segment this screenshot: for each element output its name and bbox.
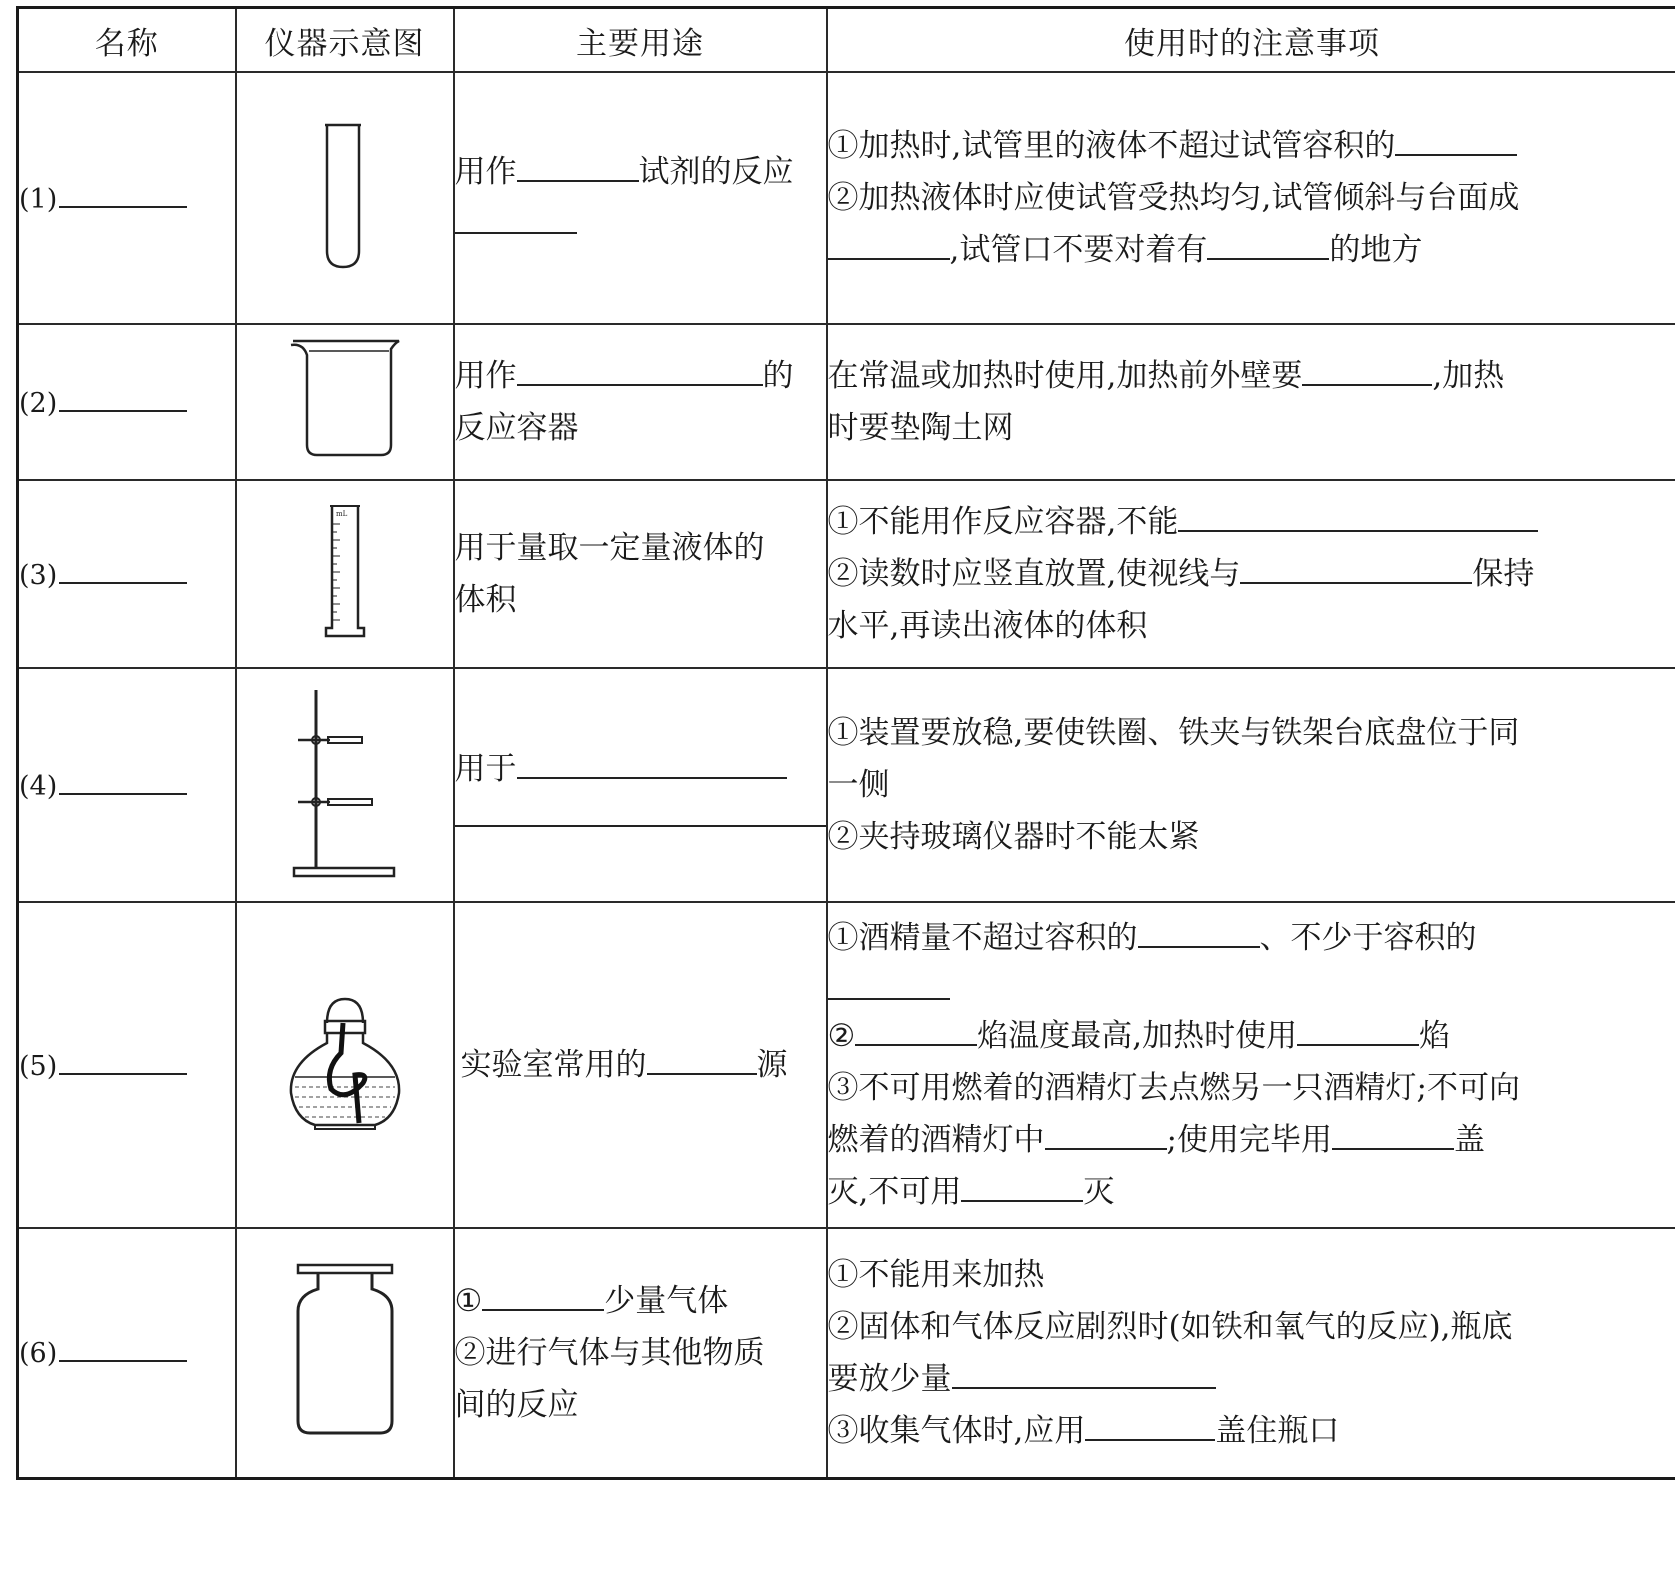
answer-blank[interactable] <box>1085 1409 1215 1441</box>
row-number: (1) <box>19 183 58 215</box>
notes-cell <box>827 668 1675 902</box>
row-number: (3) <box>19 559 58 591</box>
note-text: ② <box>827 1018 856 1054</box>
note-text: 焰温度最高,加热时使用 <box>977 1018 1298 1054</box>
answer-blank[interactable] <box>961 1170 1083 1202</box>
table-row <box>18 72 1675 324</box>
note-text: ①装置要放稳,要使铁圈、铁夹与铁架台底盘位于同 <box>827 715 1520 751</box>
answer-blank[interactable] <box>1178 500 1538 532</box>
notes-cell <box>827 902 1675 1228</box>
answer-blank[interactable] <box>482 1279 604 1311</box>
use-text: 实验室常用的 <box>460 1047 647 1083</box>
cylinder-unit-label: mL <box>335 510 347 518</box>
use-text: 少量气体 <box>604 1282 729 1319</box>
use-cell <box>454 324 827 480</box>
answer-blank[interactable] <box>828 228 950 260</box>
note-text: ②固体和气体反应剧烈时(如铁和氧气的反应),瓶底 <box>827 1308 1513 1345</box>
note-text: 一侧 <box>827 767 890 803</box>
answer-blank[interactable] <box>517 747 787 779</box>
answer-blank[interactable] <box>855 1014 977 1046</box>
answer-blank[interactable] <box>647 1043 757 1075</box>
name-cell <box>18 72 236 324</box>
notes-cell <box>827 72 1675 324</box>
figure-cell <box>236 324 454 480</box>
use-text: 用作 <box>454 358 517 394</box>
header-row <box>18 8 1675 73</box>
note-text: ②读数时应竖直放置,使视线与 <box>827 556 1241 592</box>
note-text: ③不可用燃着的酒精灯去点燃另一只酒精灯;不可向 <box>827 1070 1520 1106</box>
use-cell <box>454 902 827 1228</box>
apparatus-table <box>16 6 1675 1480</box>
name-blank[interactable] <box>59 182 187 208</box>
name-cell <box>18 902 236 1228</box>
notes-cell <box>827 1228 1675 1478</box>
note-text: 时要垫陶土网 <box>827 410 1014 446</box>
note-text: ①加热时,试管里的液体不超过试管容积的 <box>827 128 1396 164</box>
use-cell <box>454 668 827 902</box>
note-text: ②加热液体时应使试管受热均匀,试管倾斜与台面成 <box>827 180 1520 216</box>
note-text: ①不能用来加热 <box>827 1256 1045 1293</box>
use-text: 用于 <box>454 751 517 787</box>
name-blank[interactable] <box>59 386 187 412</box>
answer-blank[interactable] <box>1332 1118 1454 1150</box>
table-row <box>18 480 1675 668</box>
note-text: 燃着的酒精灯中 <box>827 1122 1045 1158</box>
note-text: 的地方 <box>1329 232 1423 268</box>
note-text: 盖住瓶口 <box>1215 1412 1340 1449</box>
figure-cell <box>236 902 454 1228</box>
row-number: (5) <box>19 1050 58 1082</box>
row-number: (2) <box>19 387 58 419</box>
use-text: 用于量取一定量液体的 <box>454 530 765 566</box>
answer-blank[interactable] <box>1302 354 1432 386</box>
table-row <box>18 324 1675 480</box>
figure-cell <box>236 1228 454 1478</box>
gas-collecting-bottle-icon <box>290 1261 400 1441</box>
use-cell <box>454 72 827 324</box>
answer-blank[interactable] <box>517 150 639 182</box>
use-text: 用作 <box>454 154 517 190</box>
answer-blank[interactable] <box>828 968 950 1000</box>
alcohol-lamp-icon <box>285 993 405 1133</box>
notes-cell <box>827 324 1675 480</box>
note-text: ①不能用作反应容器,不能 <box>827 504 1179 540</box>
answer-blank[interactable] <box>1395 124 1517 156</box>
name-cell <box>18 668 236 902</box>
header-diagram: 仪器示意图 <box>236 8 454 73</box>
graduated-cylinder-icon <box>320 502 370 642</box>
answer-blank[interactable] <box>517 354 763 386</box>
figure-cell <box>236 72 454 324</box>
use-text: 试剂的反应 <box>638 154 794 190</box>
use-text: ②进行气体与其他物质 <box>454 1334 765 1371</box>
answer-blank[interactable] <box>455 202 577 234</box>
name-blank[interactable] <box>59 1049 187 1075</box>
name-cell <box>18 324 236 480</box>
use-text: 源 <box>756 1047 788 1083</box>
row-number: (6) <box>19 1338 58 1370</box>
note-text: 灭 <box>1083 1174 1115 1210</box>
answer-blank[interactable] <box>455 795 826 827</box>
note-text: 保持 <box>1472 556 1535 592</box>
use-text: 的 <box>762 358 794 394</box>
table-row <box>18 668 1675 902</box>
note-text: 焰 <box>1419 1018 1451 1054</box>
use-text: 体积 <box>454 582 517 618</box>
answer-blank[interactable] <box>1207 228 1329 260</box>
answer-blank[interactable] <box>952 1357 1216 1389</box>
use-cell <box>454 1228 827 1478</box>
table-row <box>18 902 1675 1228</box>
note-text: 盖 <box>1453 1122 1485 1158</box>
name-cell <box>18 480 236 668</box>
header-use: 主要用途 <box>454 8 827 73</box>
table-row <box>18 1228 1675 1478</box>
note-text: ②夹持玻璃仪器时不能太紧 <box>827 819 1200 855</box>
beaker-icon <box>285 337 405 463</box>
name-blank[interactable] <box>59 769 187 795</box>
note-text: 在常温或加热时使用,加热前外壁要 <box>827 358 1303 394</box>
row-number: (4) <box>19 770 58 802</box>
header-name: 名称 <box>18 8 236 73</box>
notes-cell <box>827 480 1675 668</box>
use-cell <box>454 480 827 668</box>
answer-blank[interactable] <box>1138 916 1260 948</box>
note-text: 、不少于容积的 <box>1259 920 1477 956</box>
name-blank[interactable] <box>59 558 187 584</box>
name-cell <box>18 1228 236 1478</box>
note-text: ,加热 <box>1432 358 1505 394</box>
use-text: 反应容器 <box>454 410 579 446</box>
answer-blank[interactable] <box>1045 1118 1167 1150</box>
note-text: ;使用完毕用 <box>1166 1122 1332 1158</box>
note-text: 水平,再读出液体的体积 <box>827 608 1148 644</box>
note-text: 灭,不可用 <box>827 1174 962 1210</box>
answer-blank[interactable] <box>1240 552 1472 584</box>
iron-stand-icon <box>290 686 400 880</box>
use-text: ① <box>454 1282 483 1319</box>
figure-cell <box>236 668 454 902</box>
header-notes: 使用时的注意事项 <box>827 8 1675 73</box>
test-tube-icon <box>315 121 375 271</box>
figure-cell <box>236 480 454 668</box>
name-blank[interactable] <box>59 1336 187 1362</box>
note-text: ①酒精量不超过容积的 <box>827 920 1138 956</box>
note-text: ,试管口不要对着有 <box>949 232 1208 268</box>
use-text: 间的反应 <box>454 1386 579 1423</box>
note-text: 要放少量 <box>827 1360 952 1397</box>
answer-blank[interactable] <box>1297 1014 1419 1046</box>
note-text: ③收集气体时,应用 <box>827 1412 1086 1449</box>
